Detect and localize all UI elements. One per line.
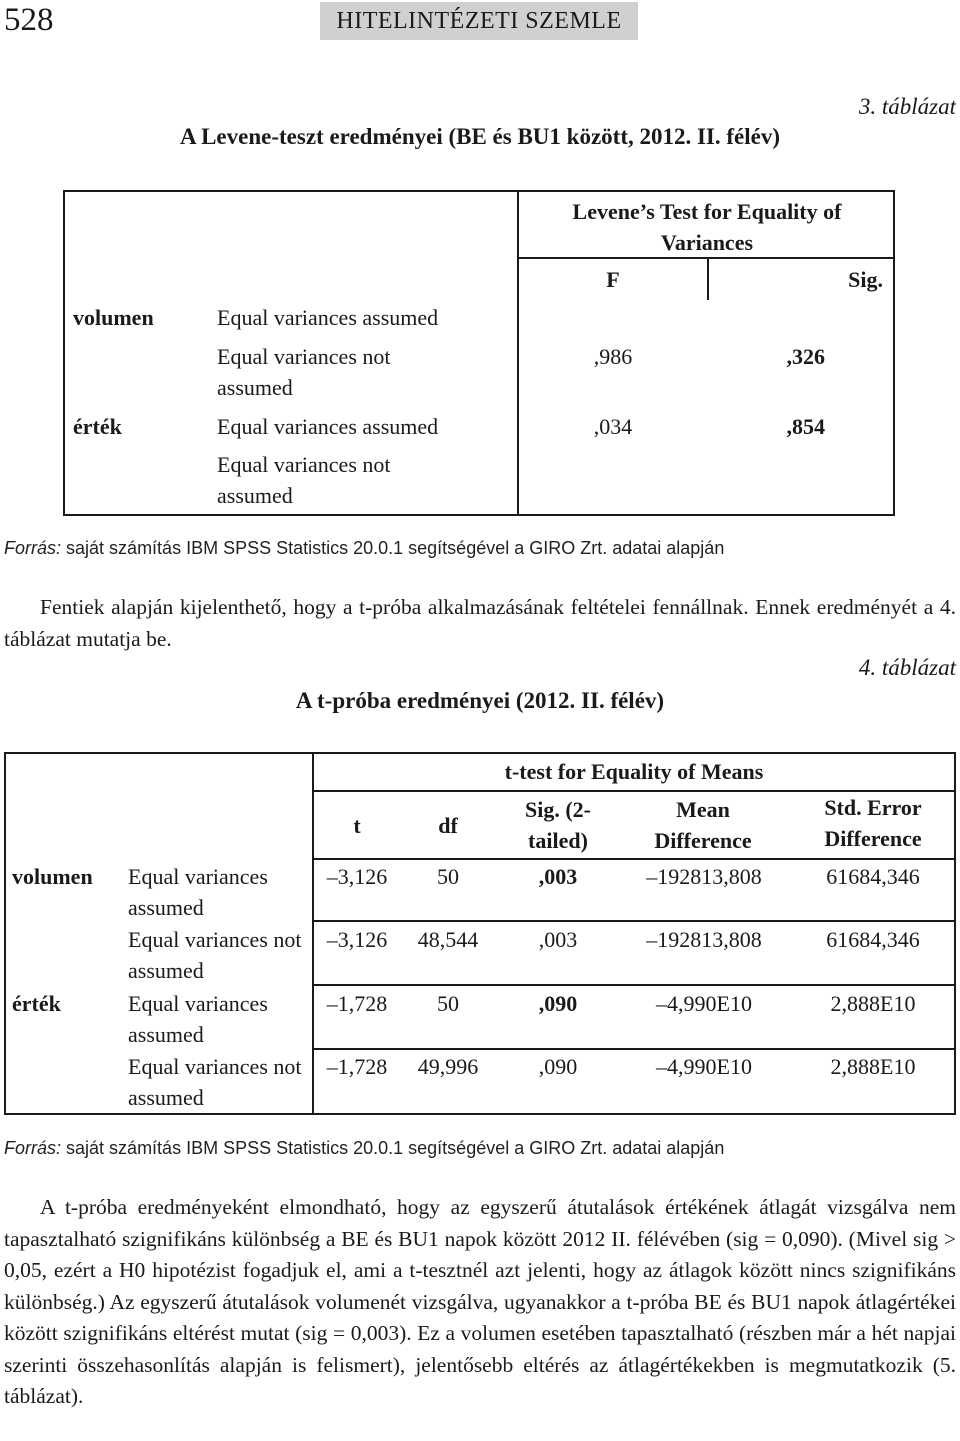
table3-sig-value: ,854 — [786, 414, 825, 439]
source-text: saját számítás IBM SPSS Statistics 20.0.1 segítségével a GIRO Zrt. adatai alapján — [66, 538, 725, 558]
table4-t: –1,728 — [326, 991, 388, 1016]
table3-f-value: ,986 — [593, 344, 633, 369]
table4-col-mean: Mean Difference — [654, 797, 752, 853]
page-number: 528 — [4, 2, 54, 38]
table3 — [63, 190, 895, 516]
table3-title: A Levene-teszt eredményei (BE és BU1 között, 2012. II. félév) — [180, 124, 780, 149]
source-label: Forrás: — [4, 1138, 62, 1158]
table4-df: 50 — [437, 864, 459, 889]
table3-tag — [859, 94, 956, 120]
table4-row-label: Equal variances assumed — [128, 864, 268, 920]
table4-title: A t-próba eredményei (2012. II. félév) — [295, 688, 665, 713]
table4-sig: ,090 — [538, 991, 578, 1016]
table4 — [4, 752, 956, 1115]
table4-df: 49,996 — [417, 1054, 479, 1079]
table3-tag-word: táblázat — [881, 94, 956, 119]
table4-var-ertek: érték — [12, 991, 61, 1016]
table4-mean: –192813,808 — [646, 864, 762, 889]
table4-col-t: t — [353, 813, 361, 838]
table4-row-label: Equal variances assumed — [128, 991, 268, 1047]
table4-std: 2,888E10 — [830, 1054, 916, 1079]
table4-mean: –4,990E10 — [656, 1054, 752, 1079]
table4-row-label: Equal variances not assumed — [128, 927, 302, 983]
table3-sig-value: ,326 — [786, 344, 825, 369]
table4-std: 61684,346 — [826, 864, 920, 889]
table4-sig: ,003 — [538, 864, 578, 889]
table4-group-header: t-test for Equality of Means — [504, 759, 764, 784]
table4-col-std: Std. Error Difference — [824, 795, 922, 851]
table3-var-volumen: volumen — [73, 305, 154, 330]
source-label: Forrás: — [4, 538, 62, 558]
table4-std: 2,888E10 — [830, 991, 916, 1016]
table3-group-header: Levene’s Test for Equality of Variances — [572, 199, 842, 255]
table3-row-label: Equal variances not assumed — [217, 452, 391, 508]
table4-t: –1,728 — [326, 1054, 388, 1079]
table4-sig: ,090 — [538, 1054, 578, 1079]
table3-col-sig: Sig. — [848, 267, 883, 292]
table3-tag-num: 3. — [858, 94, 877, 119]
table3-f-value: ,034 — [593, 414, 633, 439]
table4-std: 61684,346 — [826, 927, 920, 952]
table4-df: 48,544 — [417, 927, 479, 952]
table4-row-label: Equal variances not assumed — [128, 1054, 302, 1110]
table4-tag — [859, 655, 956, 681]
table4-t: –3,126 — [326, 864, 388, 889]
table4-df: 50 — [437, 991, 459, 1016]
table4-mean: –192813,808 — [646, 927, 762, 952]
table3-col-f: F — [606, 267, 620, 292]
paragraph-2: A t-próba eredményeként elmondható, hogy az egyszerű átutalások értékének átlagát vizsgálva nem tapasztalható szignifikáns különbség a BE és BU1 napok között 2012 II. félévében (sig = 0,090). (Mivel sig > 0,05, ezért a H0 hipotézist fogadjuk el, ami a t-tesztnél azt jelenti, hogy az átlagok között nincs szignifikáns különbség.) Az egyszerű átutalások volumenét vizsgálva, ugyanakkor a t-próba BE és BU1 napok átlagértékei között szignifikáns eltérést mutat (sig = 0,003). Ez a volumen esetében tapasztalható (részben már a hét napjai szerinti összehasonlítás alapján is felismert), jelentősebb eltérés az átlagértékekben is megmutatkozik (5. táblázat). — [4, 1195, 956, 1408]
table3-source — [4, 537, 724, 559]
table4-var-volumen: volumen — [12, 864, 93, 889]
table4-tag-num: 4. — [858, 655, 877, 680]
table4-sig: ,003 — [538, 927, 578, 952]
table4-col-sig: Sig. (2-tailed) — [525, 797, 591, 853]
table4-t: –3,126 — [326, 927, 388, 952]
table4-col-df: df — [438, 813, 458, 838]
table3-row-label: Equal variances assumed — [217, 414, 439, 439]
table4-source — [4, 1137, 724, 1159]
table4-tag-word: táblázat — [881, 655, 956, 680]
paragraph-1: Fentiek alapján kijelenthető, hogy a t-próba alkalmazásának feltételei fennállnak. Ennek eredményét a 4. táblázat mutatja be. — [4, 595, 956, 651]
table3-row-label: Equal variances not assumed — [217, 344, 391, 400]
source-text: saját számítás IBM SPSS Statistics 20.0.1 segítségével a GIRO Zrt. adatai alapján — [66, 1138, 725, 1158]
table4-mean: –4,990E10 — [656, 991, 752, 1016]
table3-var-ertek: érték — [73, 414, 122, 439]
table3-row-label: Equal variances assumed — [217, 305, 439, 330]
journal-header: HITELINTÉZETI SZEMLE — [320, 2, 638, 40]
